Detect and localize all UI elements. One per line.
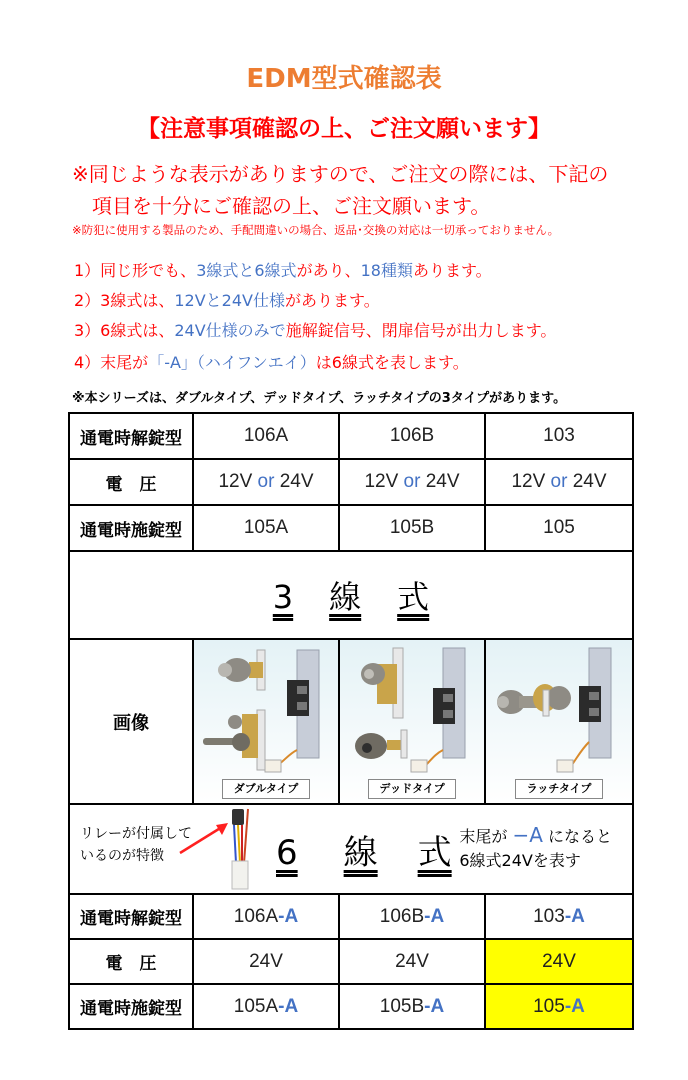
row-label: 通電時解錠型 bbox=[69, 413, 193, 459]
point-text: 3）6線式は、 bbox=[74, 321, 175, 340]
table-row bbox=[69, 413, 633, 459]
model-cell bbox=[339, 984, 485, 1029]
point-highlight: 24V仕様のみで bbox=[174, 321, 286, 340]
table-row bbox=[69, 984, 633, 1029]
model-base: 106B bbox=[379, 905, 425, 927]
product-image-latch bbox=[485, 639, 633, 804]
voltage-value: 12V bbox=[218, 471, 253, 492]
model-cell bbox=[193, 984, 339, 1029]
section-num: 6 bbox=[276, 833, 298, 873]
model-base: 105B bbox=[379, 995, 425, 1017]
relay-note-line: リレーが付属して bbox=[80, 826, 192, 842]
or-text: or bbox=[550, 471, 568, 492]
point-text: あります。 bbox=[412, 261, 492, 280]
section-6-wire bbox=[69, 804, 633, 894]
section-title-3-wire bbox=[273, 578, 429, 616]
voltage-value: 12V bbox=[364, 471, 399, 492]
voltage-cell: 24V bbox=[193, 939, 339, 984]
model-cell: 103 bbox=[485, 413, 633, 459]
model-suffix: -A bbox=[424, 905, 445, 927]
row-label: 画像 bbox=[69, 639, 193, 804]
table-row bbox=[69, 939, 633, 984]
point-text: 4）末尾が bbox=[74, 353, 149, 372]
series-note: ※本シリーズは、ダブルタイプ、デッドタイプ、ラッチタイプの3タイプがあります。 bbox=[72, 391, 567, 406]
point-text: は6線式を表します。 bbox=[315, 353, 469, 372]
row-label: 通電時施錠型 bbox=[69, 984, 193, 1029]
section-char: 線 bbox=[343, 833, 378, 873]
model-base: 106A bbox=[233, 905, 279, 927]
double-lock-illustration bbox=[197, 642, 337, 782]
voltage-value: 24V bbox=[572, 471, 607, 492]
notice-heading: 【注意事項確認の上、ご注文願います】 bbox=[137, 116, 551, 142]
point-text: 施解錠信号、閉扉信号が出力します。 bbox=[285, 321, 557, 340]
arrow-icon bbox=[180, 827, 222, 853]
section-row-6-wire bbox=[69, 804, 633, 894]
row-label: 通電時施錠型 bbox=[69, 505, 193, 551]
model-suffix: -A bbox=[424, 995, 445, 1017]
section-title-6-wire bbox=[276, 825, 452, 874]
suffix-note-line bbox=[459, 823, 612, 849]
suffix-note-highlight: −A bbox=[512, 823, 543, 847]
model-base: 103 bbox=[533, 905, 565, 927]
suffix-note-text: になると bbox=[542, 827, 612, 846]
section-3-wire bbox=[69, 551, 633, 639]
or-text: or bbox=[257, 471, 275, 492]
suffix-note-text: 末尾が bbox=[459, 827, 513, 846]
relay-illustration bbox=[170, 805, 250, 893]
point-text: があり、 bbox=[296, 261, 361, 280]
page-title: EDM型式確認表 bbox=[246, 64, 442, 94]
model-cell: 105 bbox=[485, 505, 633, 551]
model-suffix: -A bbox=[278, 995, 299, 1017]
point-text: 1）同じ形でも、 bbox=[74, 261, 197, 280]
model-cell: 106B bbox=[339, 413, 485, 459]
model-cell bbox=[339, 894, 485, 939]
caption-latch-type: ラッチタイプ bbox=[515, 779, 603, 799]
disclaimer: ※防犯に使用する製品のため、手配間違いの場合、返品･交換の対応は一切承っておりません。 bbox=[72, 223, 560, 237]
point-highlight: 12Vと24V仕様 bbox=[174, 291, 285, 310]
suffix-note bbox=[459, 823, 612, 873]
caption-dead-type: デッドタイプ bbox=[368, 779, 456, 799]
suffix-note-line: 6線式24Vを表す bbox=[459, 851, 581, 870]
section-char: 線 bbox=[329, 578, 362, 616]
product-image-dead bbox=[339, 639, 485, 804]
voltage-value: 12V bbox=[511, 471, 546, 492]
table-row bbox=[69, 894, 633, 939]
model-cell bbox=[485, 894, 633, 939]
model-cell bbox=[193, 894, 339, 939]
voltage-cell bbox=[193, 459, 339, 505]
voltage-cell bbox=[485, 459, 633, 505]
voltage-value: 24V bbox=[425, 471, 460, 492]
model-cell: 106A bbox=[193, 413, 339, 459]
voltage-cell: 24V bbox=[339, 939, 485, 984]
latch-lock-illustration bbox=[489, 642, 629, 782]
row-label: 電 圧 bbox=[69, 459, 193, 505]
table-row bbox=[69, 505, 633, 551]
caption-double-type: ダブルタイプ bbox=[222, 779, 310, 799]
section-char: 式 bbox=[417, 833, 452, 873]
dead-lock-illustration bbox=[343, 642, 483, 782]
model-suffix: -A bbox=[564, 995, 585, 1017]
row-label: 通電時解錠型 bbox=[69, 894, 193, 939]
product-image-double bbox=[193, 639, 339, 804]
model-cell: 105A bbox=[193, 505, 339, 551]
warning-line-1: ※同じような表示がありますので、ご注文の際には、下記の bbox=[72, 162, 609, 186]
point-highlight: 3線式と6線式 bbox=[196, 261, 297, 280]
point-2 bbox=[74, 288, 380, 311]
section-char: 式 bbox=[397, 578, 430, 616]
relay-note-line: いるのが特徴 bbox=[80, 848, 164, 864]
point-text: があります。 bbox=[285, 291, 380, 310]
point-4 bbox=[74, 350, 469, 373]
model-cell-highlighted bbox=[485, 984, 633, 1029]
section-row-3-wire bbox=[69, 551, 633, 639]
point-1 bbox=[74, 258, 492, 281]
voltage-cell-highlighted: 24V bbox=[485, 939, 633, 984]
section-num: 3 bbox=[272, 578, 294, 616]
model-table bbox=[68, 412, 634, 1030]
point-3 bbox=[74, 318, 556, 341]
point-highlight: 「-A」（ハイフンエイ） bbox=[148, 353, 316, 372]
warning-line-2: 項目を十分にご確認の上、ご注文願います。 bbox=[92, 194, 491, 218]
table-row bbox=[69, 459, 633, 505]
model-base: 105 bbox=[533, 995, 565, 1017]
voltage-cell bbox=[339, 459, 485, 505]
or-text: or bbox=[403, 471, 421, 492]
image-row bbox=[69, 639, 633, 804]
row-label: 電 圧 bbox=[69, 939, 193, 984]
point-text: 2）3線式は、 bbox=[74, 291, 175, 310]
model-suffix: -A bbox=[278, 905, 299, 927]
voltage-value: 24V bbox=[279, 471, 314, 492]
model-cell: 105B bbox=[339, 505, 485, 551]
model-base: 105A bbox=[233, 995, 279, 1017]
point-highlight: 18種類 bbox=[360, 261, 413, 280]
model-suffix: -A bbox=[564, 905, 585, 927]
